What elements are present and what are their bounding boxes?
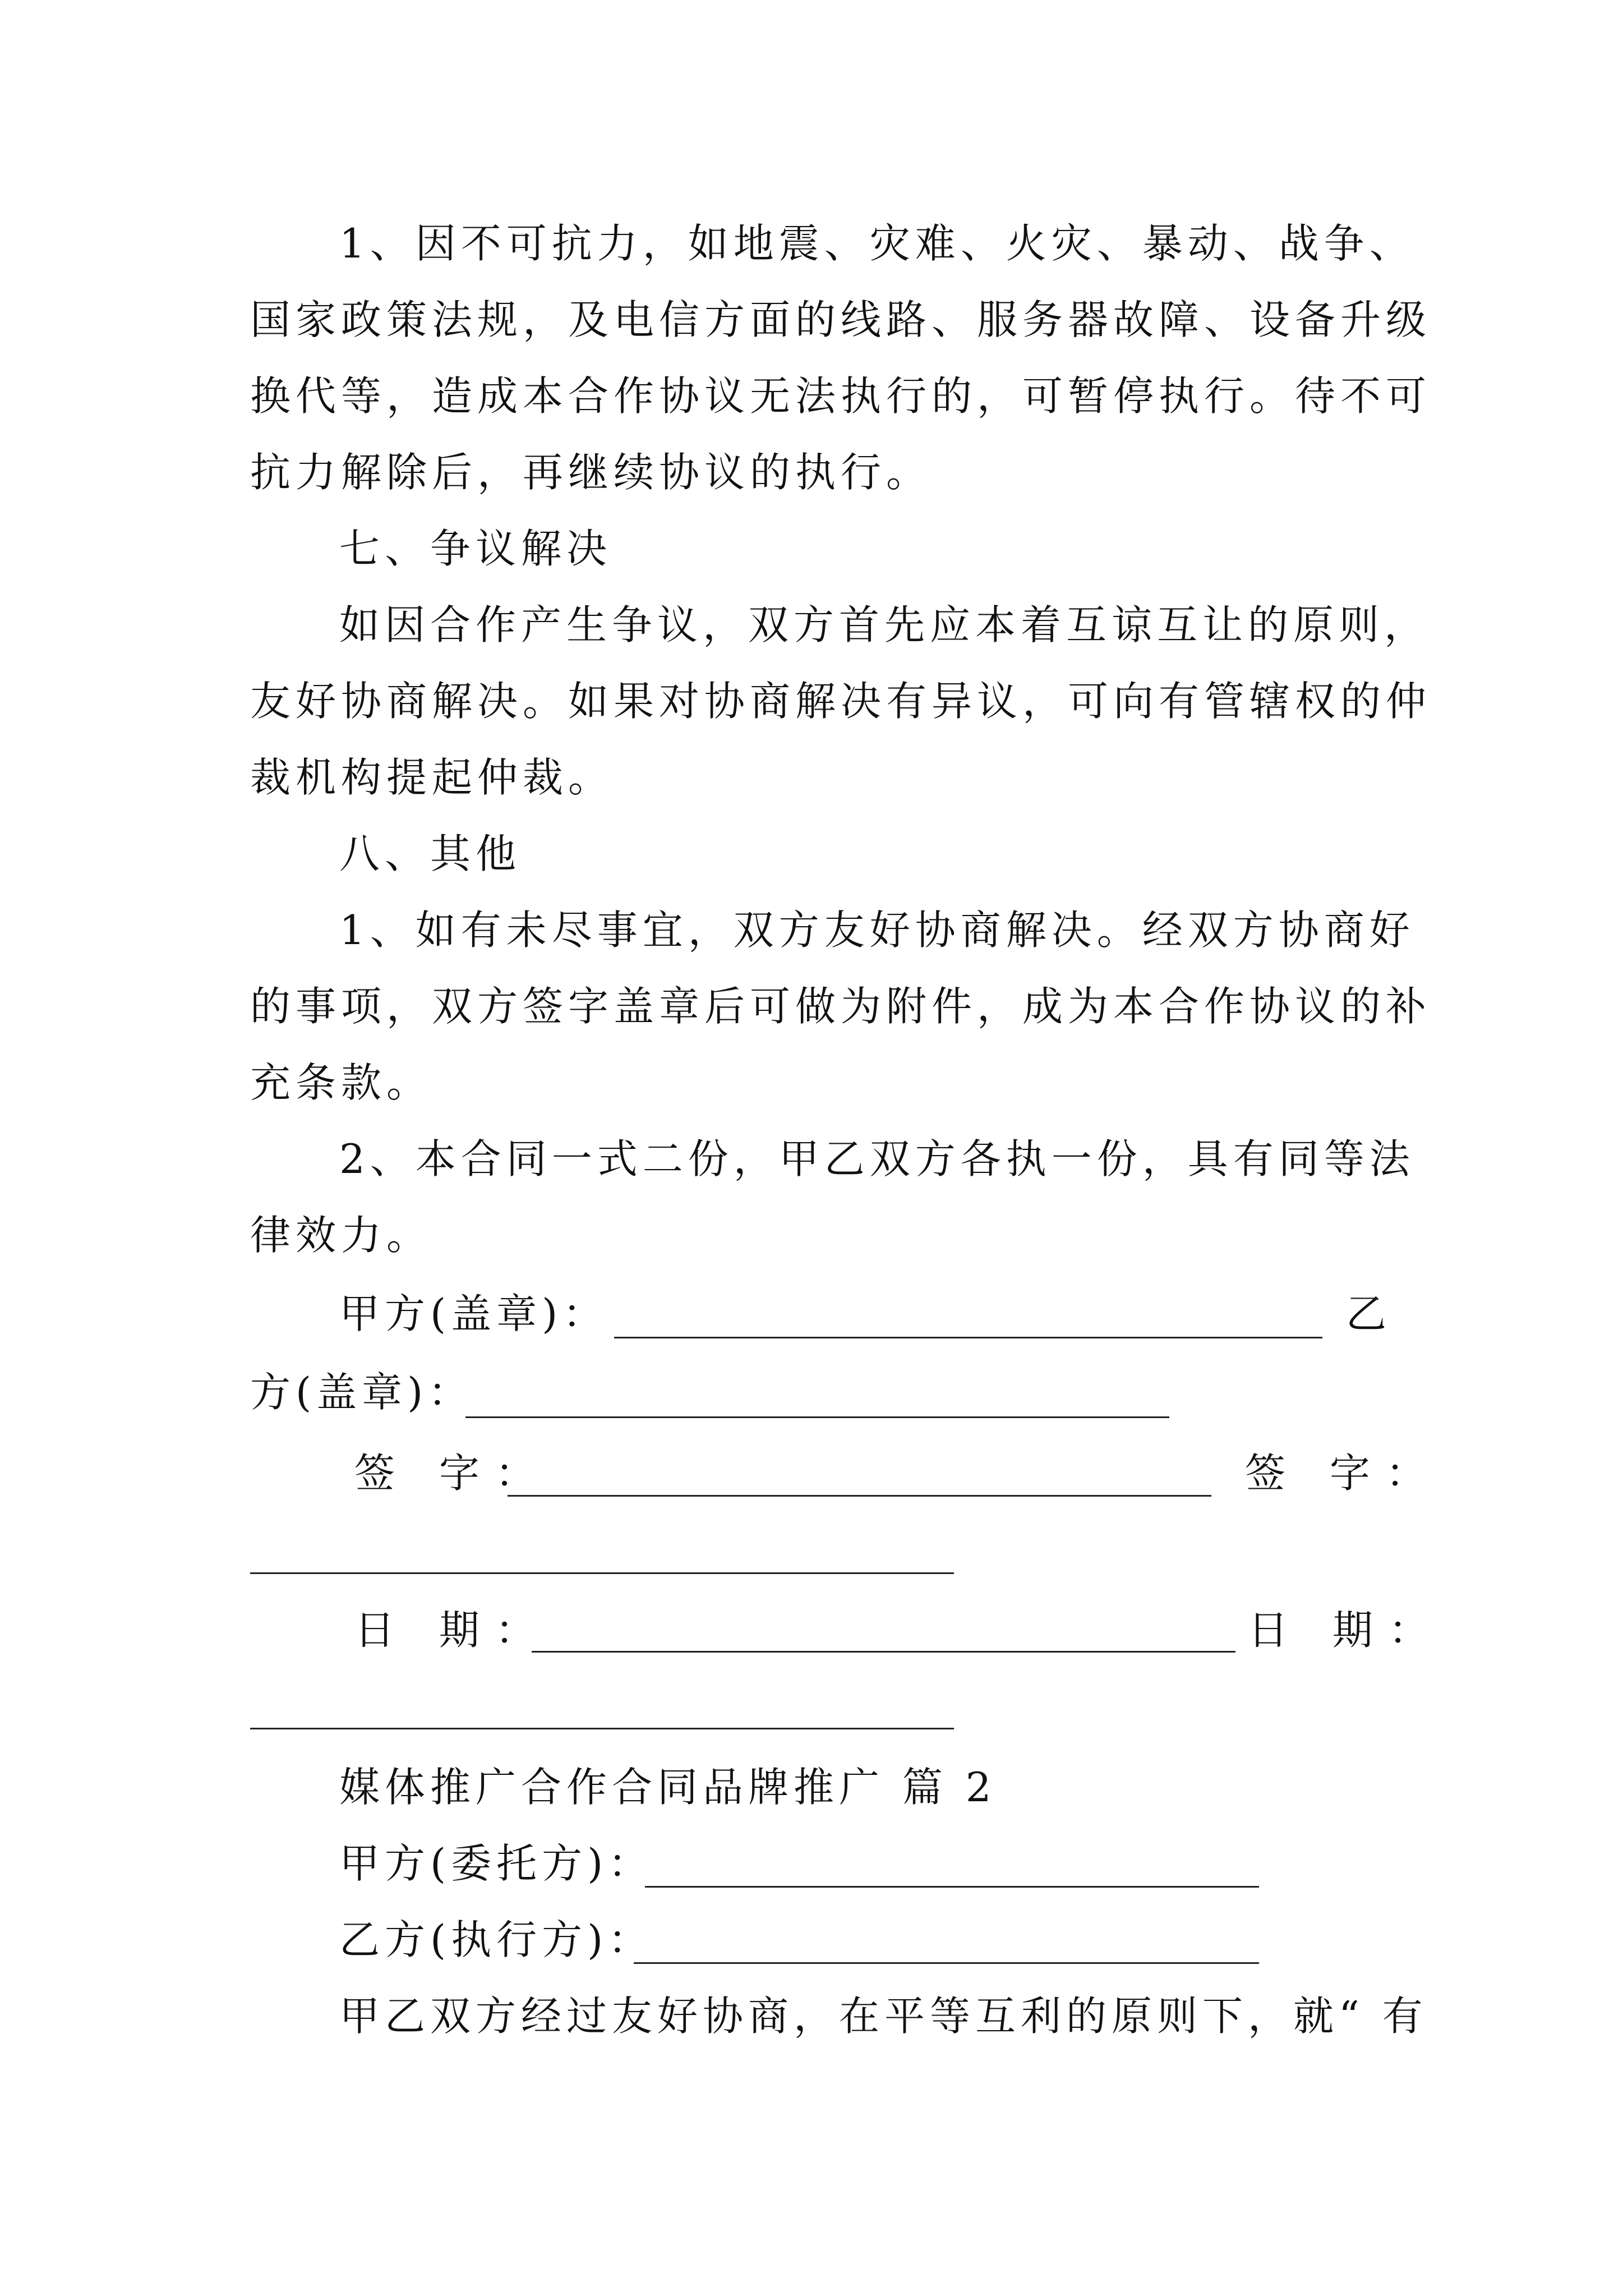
date-b-label: 日 期：	[1248, 1607, 1445, 1654]
paragraph-line: 如因合作产生争议，双方首先应本着互谅互让的原则，	[339, 601, 1430, 648]
section-heading: 七、争议解决	[339, 525, 612, 572]
paragraph-line: 2、本合同一式二份，甲乙双方各执一份，具有同等法	[339, 1135, 1415, 1182]
paragraph-line: 律效力。	[250, 1212, 432, 1259]
paragraph-line: 裁机构提起仲裁。	[250, 754, 614, 801]
party-b-seal-blank	[465, 1416, 1169, 1418]
party-b-seal-label-start: 乙	[1346, 1290, 1392, 1337]
executor-party-label: 乙方(执行方)：	[339, 1916, 654, 1963]
date-a-blank	[532, 1651, 1235, 1653]
signature-a-blank	[508, 1495, 1211, 1497]
client-party-label: 甲方(委托方)：	[339, 1840, 654, 1887]
paragraph-line: 的事项，双方签字盖章后可做为附件，成为本合作协议的补	[250, 983, 1432, 1030]
date-b-blank	[250, 1728, 954, 1729]
section-heading: 八、其他	[339, 830, 522, 877]
paragraph-line: 抗力解除后，再继续协议的执行。	[250, 449, 932, 496]
signature-a-label: 签 字：	[354, 1450, 551, 1497]
paragraph-line: 换代等，造成本合作协议无法执行的，可暂停执行。待不可	[250, 372, 1432, 420]
section-title: 媒体推广合作合同品牌推广 篇 2	[339, 1764, 997, 1811]
party-b-seal-label-end: 方(盖章)：	[250, 1369, 474, 1416]
paragraph-line: 充条款。	[250, 1059, 432, 1106]
paragraph-line: 1、因不可抗力，如地震、灾难、火灾、暴动、战争、	[339, 220, 1415, 267]
paragraph-line: 国家政策法规，及电信方面的线路、服务器故障、设备升级	[250, 296, 1432, 343]
client-party-blank	[645, 1886, 1259, 1888]
signature-b-blank	[250, 1572, 954, 1574]
paragraph-line: 甲乙双方经过友好协商，在平等互利的原则下，就“ 有	[339, 1993, 1428, 2040]
party-a-seal-blank	[614, 1337, 1322, 1338]
date-a-label: 日 期：	[354, 1607, 551, 1654]
paragraph-line: 友好协商解决。如果对协商解决有异议，可向有管辖权的仲	[250, 678, 1432, 725]
signature-b-label: 签 字：	[1245, 1450, 1442, 1497]
paragraph-line: 1、如有未尽事宜，双方友好协商解决。经双方协商好	[339, 907, 1415, 954]
executor-party-blank	[634, 1962, 1259, 1964]
party-a-seal-label: 甲方(盖章)：	[339, 1290, 608, 1337]
